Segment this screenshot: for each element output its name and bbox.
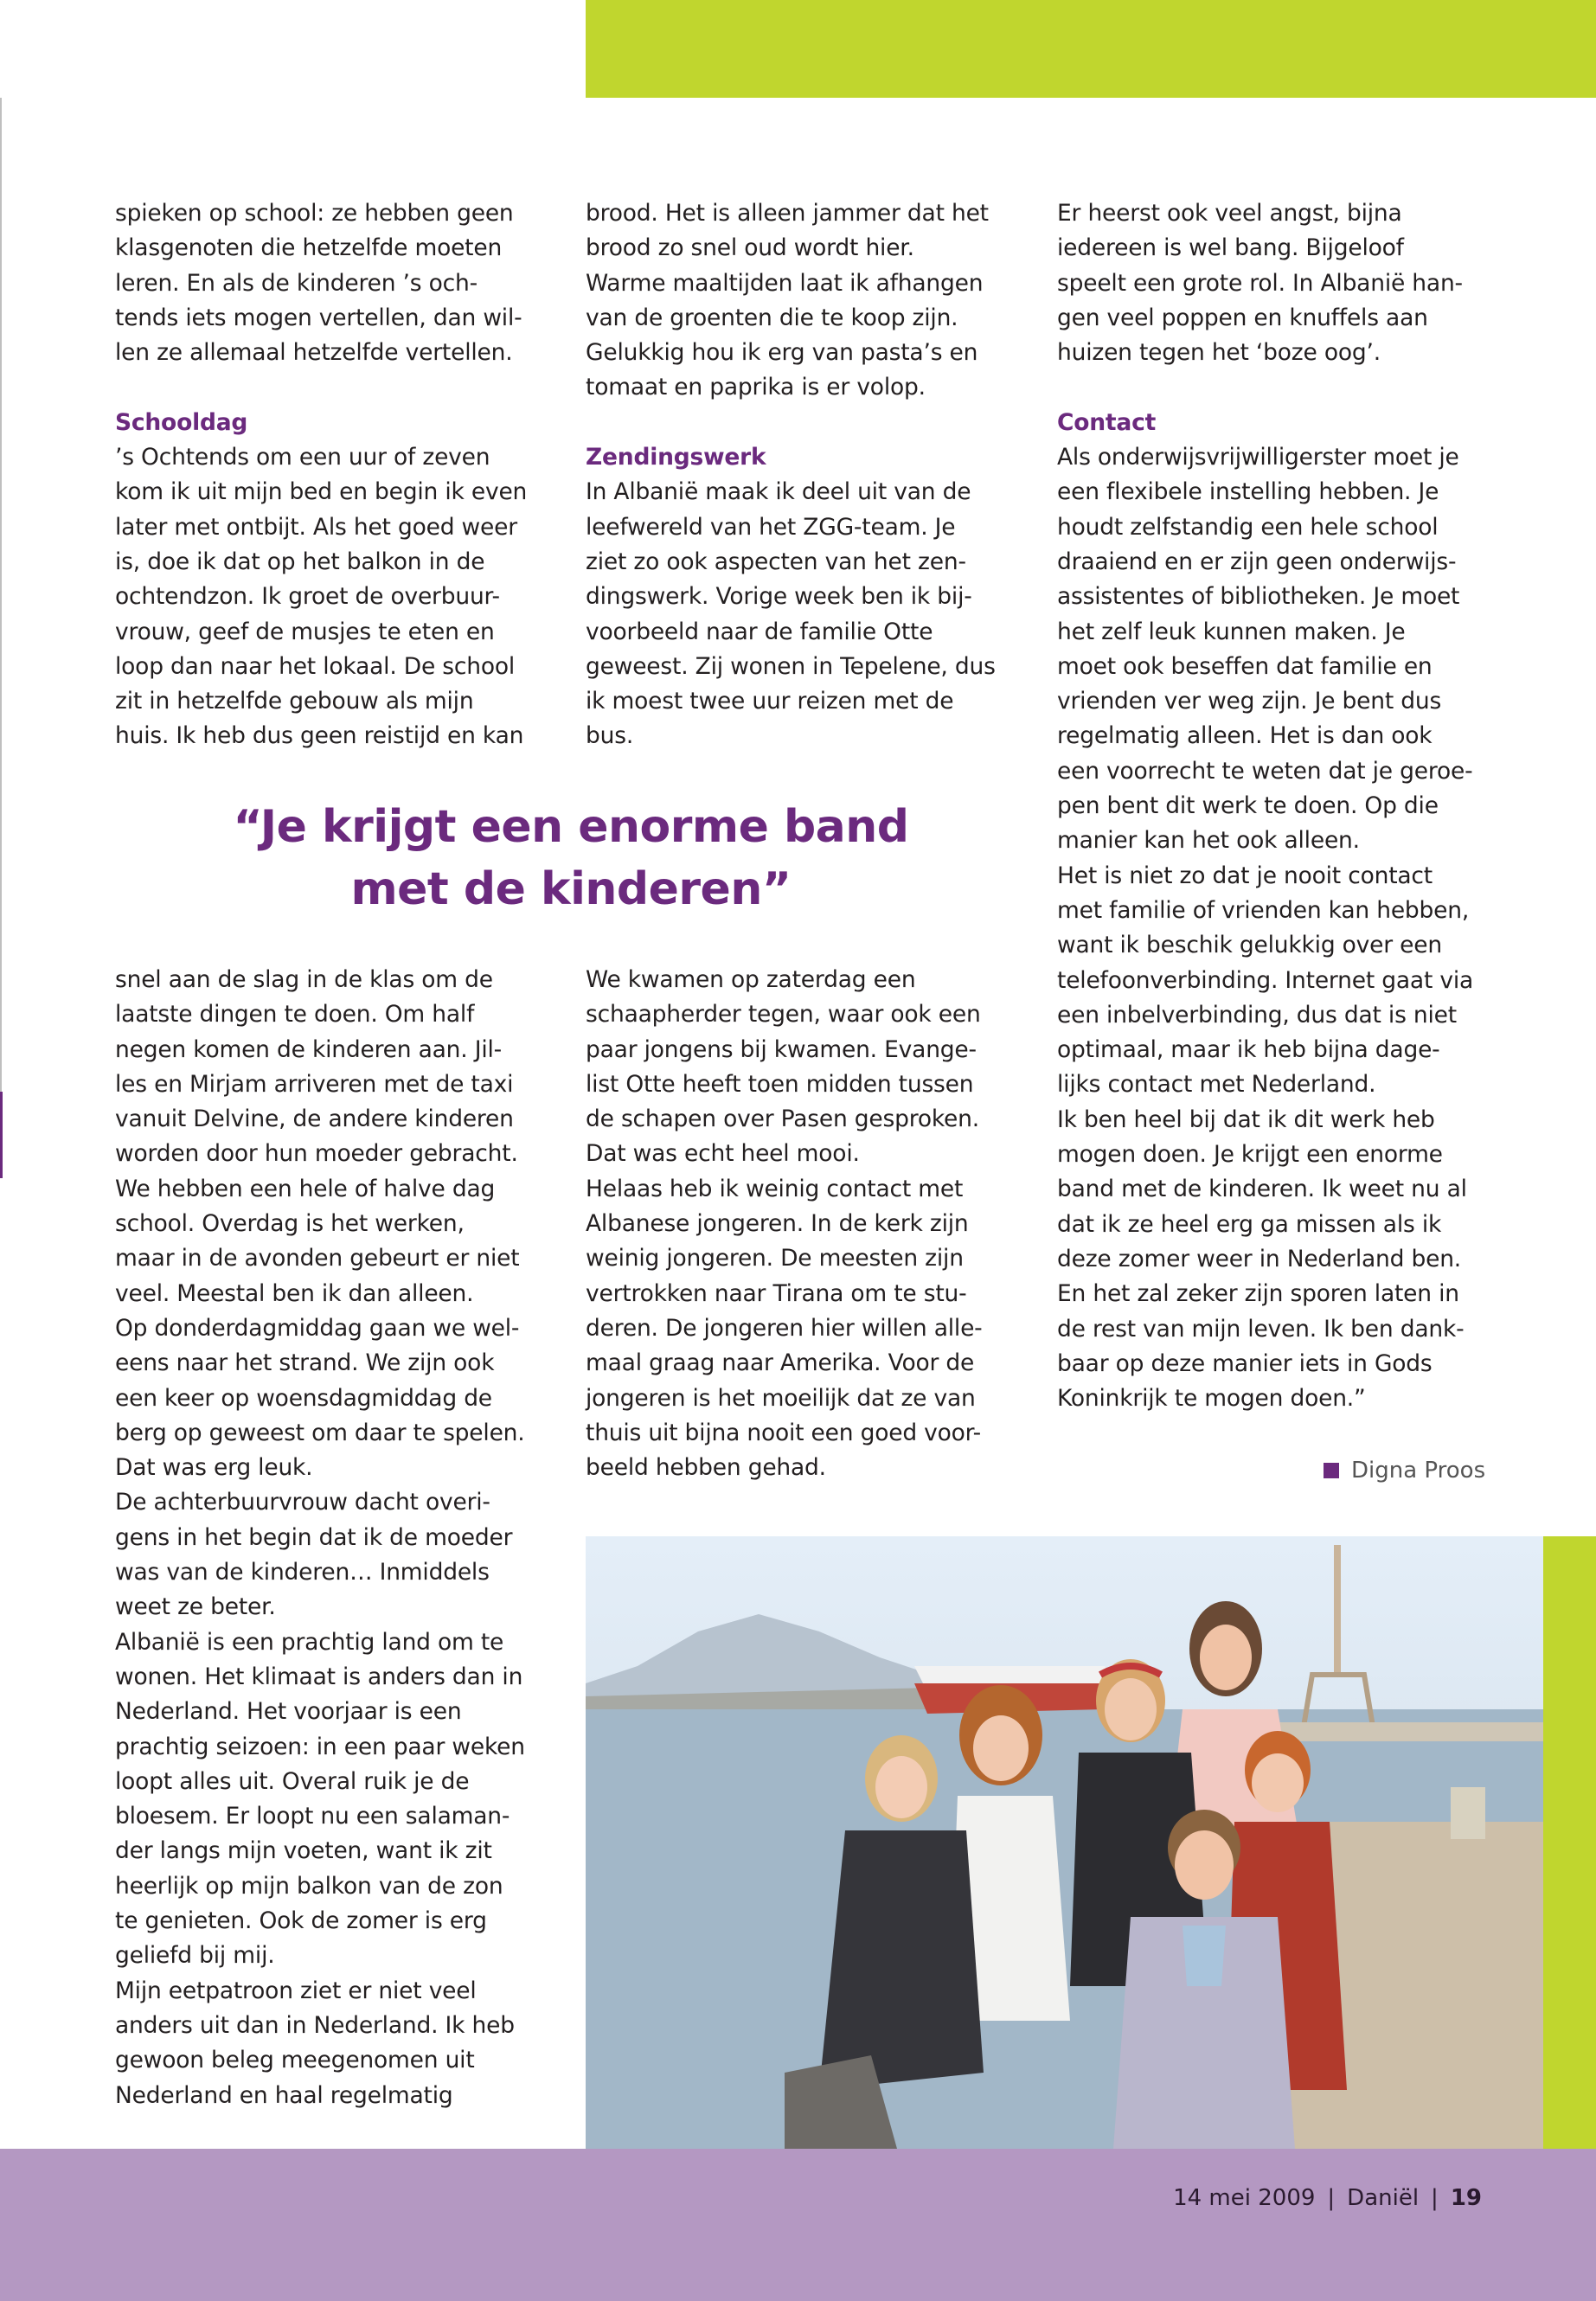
footer-separator: |: [1327, 2185, 1336, 2211]
text-line: In Albanië maak ik deel uit van de: [586, 478, 971, 506]
text-line: assistentes of bibliotheken. Je moet: [1057, 583, 1460, 611]
text-line: prachtig seizoen: in een paar weken: [115, 1733, 525, 1760]
magazine-name: Daniël: [1347, 2185, 1420, 2211]
footer-separator: |: [1431, 2185, 1439, 2211]
paragraph-gap: [586, 406, 1018, 440]
text-line: Albanese jongeren. In de kerk zijn: [586, 1210, 969, 1238]
text-line: een keer op woensdagmiddag de: [115, 1384, 492, 1412]
text-line: Nederland en haal regelmatig: [115, 2081, 453, 2109]
text-line: zit in hetzelfde gebouw als mijn: [115, 688, 474, 715]
text-line: berg op geweest om daar te spelen.: [115, 1419, 525, 1446]
text-line: Gelukkig hou ik erg van pasta’s en: [586, 339, 978, 367]
page-footer: [0, 2149, 1596, 2301]
text-line: der langs mijn voeten, want ik zit: [115, 1837, 492, 1865]
text-line: de schapen over Pasen gesproken.: [586, 1106, 979, 1133]
text-line: het zelf leuk kunnen maken. Je: [1057, 618, 1406, 645]
text-line: loopt alles uit. Overal ruik je de: [115, 1767, 470, 1795]
text-line: geliefd bij mij.: [115, 1942, 275, 1970]
column-bottom-middle: [586, 963, 1018, 1485]
text-line: kom ik uit mijn bed en begin ik even: [115, 478, 528, 506]
text-line: Mijn eetpatroon ziet er niet veel: [115, 1977, 477, 2004]
paragraph-gap: [115, 370, 548, 405]
article-photo: [586, 1536, 1543, 2149]
text-line: len ze allemaal hetzelfde vertellen.: [115, 339, 513, 367]
text-line: later met ontbijt. Als het goed weer: [115, 513, 517, 541]
text-line: dingswerk. Vorige week ben ik bij-: [586, 583, 972, 611]
text-line: gens in het begin dat ik de moeder: [115, 1523, 513, 1551]
text-line: moet ook beseffen dat familie en: [1057, 652, 1433, 680]
text-line: ’s Ochtends om een uur of zeven: [115, 444, 490, 471]
text-line: paar jongens bij kwamen. Evange-: [586, 1035, 977, 1063]
text-line: heerlijk op mijn balkon van de zon: [115, 1872, 503, 1900]
text-line: iedereen is wel bang. Bijgeloof: [1057, 234, 1404, 262]
text-line: tends iets mogen vertellen, dan wil-: [115, 304, 522, 331]
text-line: Er heerst ook veel angst, bijna: [1057, 200, 1402, 227]
text-line: was van de kinderen… Inmiddels: [115, 1559, 490, 1586]
text-line: list Otte heeft toen midden tussen: [586, 1070, 974, 1098]
text-line: gen veel poppen en knuffels aan: [1057, 304, 1428, 331]
author-byline: [1324, 1453, 1485, 1488]
text-line: deze zomer weer in Nederland ben.: [1057, 1245, 1462, 1272]
text-line: les en Mirjam arriveren met de taxi: [115, 1070, 514, 1098]
text-line: geweest. Zij wonen in Tepelene, dus: [586, 652, 996, 680]
pull-quote-line-2: met de kinderen”: [350, 863, 792, 915]
page-number: 19: [1450, 2185, 1482, 2211]
footer-info: [1173, 2185, 1482, 2211]
text-line: leren. En als de kinderen ’s och-: [115, 269, 478, 297]
text-line: maar in de avonden gebeurt er niet: [115, 1245, 520, 1272]
text-line: de rest van mijn leven. Ik ben dank-: [1057, 1315, 1465, 1343]
side-accent-bar: [1543, 1536, 1596, 2149]
author-name: Digna Proos: [1351, 1458, 1486, 1484]
text-line: mogen doen. Je krijgt een enorme: [1057, 1141, 1443, 1169]
text-line: De achterbuurvrouw dacht overi-: [115, 1489, 490, 1516]
column-top-left: [115, 196, 548, 754]
text-line: worden door hun moeder gebracht.: [115, 1140, 518, 1168]
text-line: brood. Het is alleen jammer dat het: [586, 200, 989, 227]
section-heading: Schooldag: [115, 408, 248, 436]
text-line: Warme maaltijden laat ik afhangen: [586, 269, 984, 297]
text-line: optimaal, maar ik heb bijna dage-: [1057, 1036, 1440, 1064]
column-top-middle: [586, 196, 1018, 754]
text-line: met familie of vrienden kan hebben,: [1057, 896, 1470, 924]
text-line: We hebben een hele of halve dag: [115, 1175, 496, 1202]
text-line: dat ik ze heel erg ga missen als ik: [1057, 1210, 1442, 1238]
text-line: te genieten. Ook de zomer is erg: [115, 1907, 487, 1935]
text-line: brood zo snel oud wordt hier.: [586, 234, 914, 262]
text-line: want ik beschik gelukkig over een: [1057, 932, 1442, 959]
text-line: spieken op school: ze hebben geen: [115, 200, 514, 227]
text-line: weinig jongeren. De meesten zijn: [586, 1245, 964, 1272]
text-line: ochtendzon. Ik groet de overbuur-: [115, 583, 500, 611]
text-line: Nederland. Het voorjaar is een: [115, 1698, 462, 1726]
text-line: band met de kinderen. Ik weet nu al: [1057, 1176, 1467, 1203]
text-line: leefwereld van het ZGG-team. Je: [586, 513, 956, 541]
text-line: bus.: [586, 722, 634, 750]
section-heading: Contact: [1057, 408, 1157, 436]
column-right: [1057, 196, 1490, 1416]
text-line: weet ze beter.: [115, 1593, 276, 1621]
text-line: maal graag naar Amerika. Voor de: [586, 1349, 975, 1377]
text-line: school. Overdag is het werken,: [115, 1210, 465, 1238]
pull-quote-line-1: “Je krijgt een enorme band: [233, 801, 909, 853]
text-line: deren. De jongeren hier willen alle-: [586, 1314, 983, 1342]
paragraph-gap: [1057, 370, 1490, 405]
text-line: pen bent dit werk te doen. Op die: [1057, 792, 1439, 820]
text-line: thuis uit bijna nooit een goed voor-: [586, 1419, 982, 1446]
text-line: is, doe ik dat op het balkon in de: [115, 548, 485, 575]
text-line: Helaas heb ik weinig contact met: [586, 1175, 964, 1202]
text-line: negen komen de kinderen aan. Jil-: [115, 1035, 503, 1063]
text-line: jongeren is het moeilijk dat ze van: [586, 1384, 976, 1412]
issue-date: 14 mei 2009: [1173, 2185, 1316, 2211]
text-line: ziet zo ook aspecten van het zen-: [586, 548, 966, 575]
text-line: draaiend en er zijn geen onderwijs-: [1057, 548, 1457, 575]
text-line: vanuit Delvine, de andere kinderen: [115, 1106, 514, 1133]
text-line: ik moest twee uur reizen met de: [586, 688, 954, 715]
section-heading: Zendingswerk: [586, 444, 766, 471]
text-line: speelt een grote rol. In Albanië han-: [1057, 269, 1463, 297]
text-line: vertrokken naar Tirana om te stu-: [586, 1279, 967, 1307]
text-line: eens naar het strand. We zijn ook: [115, 1349, 495, 1377]
text-line: voorbeeld naar de familie Otte: [586, 618, 933, 645]
text-line: een flexibele instelling hebben. Je: [1057, 478, 1439, 506]
text-line: beeld hebben gehad.: [586, 1454, 826, 1482]
text-line: regelmatig alleen. Het is dan ook: [1057, 722, 1433, 750]
pull-quote: [225, 796, 917, 920]
text-line: een inbelverbinding, dus dat is niet: [1057, 1001, 1457, 1029]
text-line: Als onderwijsvrijwilligerster moet je: [1057, 444, 1459, 471]
top-accent-bar: [586, 0, 1596, 98]
text-line: snel aan de slag in de klas om de: [115, 966, 493, 993]
text-line: Het is niet zo dat je nooit contact: [1057, 862, 1433, 889]
text-line: En het zal zeker zijn sporen laten in: [1057, 1280, 1459, 1308]
text-line: klasgenoten die hetzelfde moeten: [115, 234, 503, 262]
text-line: bloesem. Er loopt nu een salaman-: [115, 1803, 510, 1830]
text-line: huis. Ik heb dus geen reistijd en kan: [115, 722, 524, 750]
left-purple-marker: [0, 1092, 3, 1178]
text-line: laatste dingen te doen. Om half: [115, 1001, 475, 1029]
text-line: houdt zelfstandig een hele school: [1057, 513, 1439, 541]
text-line: veel. Meestal ben ik dan alleen.: [115, 1279, 474, 1307]
text-line: We kwamen op zaterdag een: [586, 966, 916, 993]
text-line: schaapherder tegen, waar ook een: [586, 1001, 981, 1029]
text-line: vrouw, geef de musjes te eten en: [115, 618, 495, 645]
text-line: van de groenten die te koop zijn.: [586, 304, 958, 331]
photo-illustration: [586, 1536, 1543, 2149]
text-line: Koninkrijk te mogen doen.”: [1057, 1385, 1366, 1413]
text-line: lijks contact met Nederland.: [1057, 1071, 1376, 1099]
text-line: Dat was erg leuk.: [115, 1454, 313, 1482]
square-bullet-icon: [1324, 1463, 1339, 1478]
left-margin-rule: [0, 98, 2, 1101]
text-line: manier kan het ook alleen.: [1057, 827, 1360, 855]
text-line: Op donderdagmiddag gaan we wel-: [115, 1314, 520, 1342]
text-line: wonen. Het klimaat is anders dan in: [115, 1663, 523, 1690]
text-line: baar op deze manier iets in Gods: [1057, 1349, 1433, 1377]
text-line: een voorrecht te weten dat je geroe-: [1057, 757, 1473, 785]
text-line: Ik ben heel bij dat ik dit werk heb: [1057, 1106, 1435, 1133]
text-line: tomaat en paprika is er volop.: [586, 374, 926, 401]
text-line: telefoonverbinding. Internet gaat via: [1057, 966, 1474, 994]
text-line: Dat was echt heel mooi.: [586, 1140, 860, 1168]
text-line: vrienden ver weg zijn. Je bent dus: [1057, 688, 1442, 715]
text-line: Albanië is een prachtig land om te: [115, 1628, 504, 1656]
column-bottom-left: [115, 963, 548, 2113]
text-line: anders uit dan in Nederland. Ik heb: [115, 2011, 515, 2039]
text-line: loop dan naar het lokaal. De school: [115, 652, 516, 680]
text-line: gewoon beleg meegenomen uit: [115, 2047, 475, 2074]
text-line: huizen tegen het ‘boze oog’.: [1057, 339, 1381, 367]
